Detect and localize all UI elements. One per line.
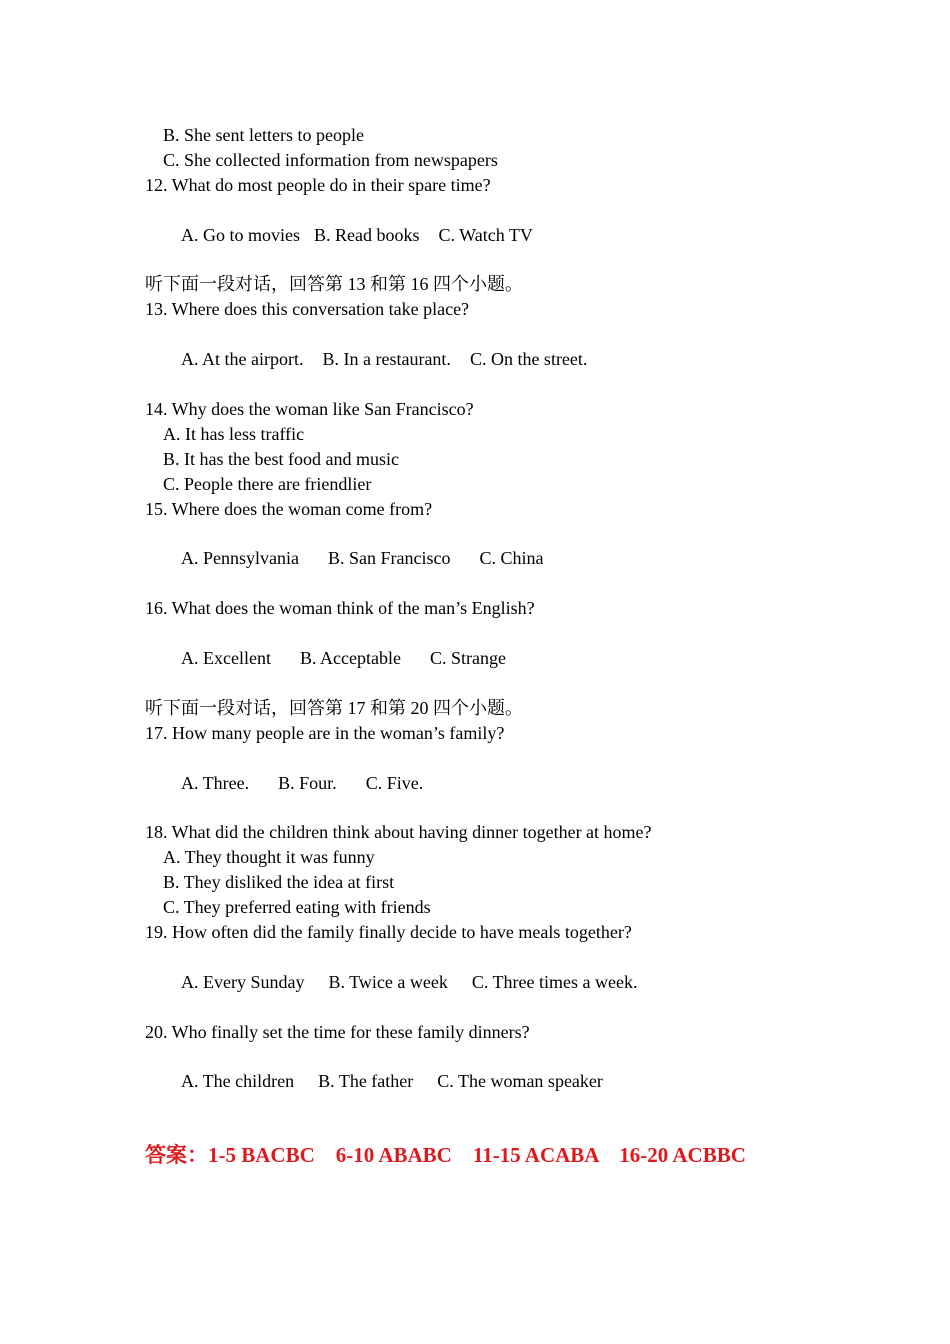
answer-key: 答案：1-5 BACBC 6-10 ABABC 11-15 ACABA 16-20 ACBBC <box>145 1143 746 1168</box>
option-a: A. The children <box>181 1071 295 1092</box>
option-b: B. They disliked the idea at first <box>163 872 395 893</box>
option-a: A. They thought it was funny <box>163 847 375 868</box>
options-19 <box>145 945 845 1020</box>
option-b: B. Acceptable <box>299 648 401 669</box>
question-17: 17. How many people are in the woman’s family? <box>145 722 505 743</box>
option-c: C. China <box>479 548 544 569</box>
question-18: 18. What did the children think about having dinner together at home? <box>145 822 652 843</box>
option-a: A. Three. <box>181 772 250 793</box>
option-c: C. Watch TV <box>438 224 533 245</box>
question-13: 13. Where does this conversation take place? <box>145 299 470 320</box>
question-12: 12. What do most people do in their spare time? <box>145 174 491 195</box>
section-instruction: 听下面一段对话，回答第 13 和第 16 四个小题。 <box>145 274 523 295</box>
options-20 <box>145 1045 845 1120</box>
question-20: 20. Who finally set the time for these family dinners? <box>145 1021 530 1042</box>
option-b: B. San Francisco <box>327 548 451 569</box>
document-page <box>145 123 845 1169</box>
option-a: A. Go to movies <box>181 224 300 245</box>
section-instruction: 听下面一段对话，回答第 17 和第 20 四个小题。 <box>145 697 523 718</box>
option-c: C. Strange <box>429 648 506 669</box>
options-15 <box>145 522 845 597</box>
option-c: C. People there are friendlier <box>163 473 372 494</box>
options-13 <box>145 322 845 397</box>
option-c: C. Three times a week. <box>471 971 638 992</box>
question-19: 19. How often did the family finally decide to have meals together? <box>145 922 632 942</box>
option-a: A. It has less traffic <box>163 423 305 444</box>
option-c: C. The woman speaker <box>437 1071 603 1092</box>
question-16: 16. What does the woman think of the man’s English? <box>145 598 535 619</box>
option-a: A. At the airport. <box>181 349 304 370</box>
option-line: B. She sent letters to people <box>163 125 364 145</box>
question-14: 14. Why does the woman like San Francisco? <box>145 398 474 419</box>
option-b: B. Read books <box>314 224 420 245</box>
option-b: B. In a restaurant. <box>322 349 451 370</box>
option-b: B. The father <box>318 1071 414 1092</box>
option-a: A. Every Sunday <box>181 971 305 992</box>
option-b: B. Twice a week <box>328 971 448 992</box>
option-b: B. Four. <box>278 772 337 793</box>
options-17 <box>145 746 845 821</box>
option-a: A. Pennsylvania <box>181 548 299 569</box>
options-12 <box>145 198 845 273</box>
option-a: A. Excellent <box>181 648 271 669</box>
option-c: C. On the street. <box>469 349 588 370</box>
option-b: B. It has the best food and music <box>163 448 399 469</box>
option-line: C. She collected information from newspapers <box>163 149 498 170</box>
options-16 <box>145 621 845 696</box>
question-15: 15. Where does the woman come from? <box>145 498 433 519</box>
option-c: C. Five. <box>365 772 424 793</box>
option-c: C. They preferred eating with friends <box>163 897 431 918</box>
